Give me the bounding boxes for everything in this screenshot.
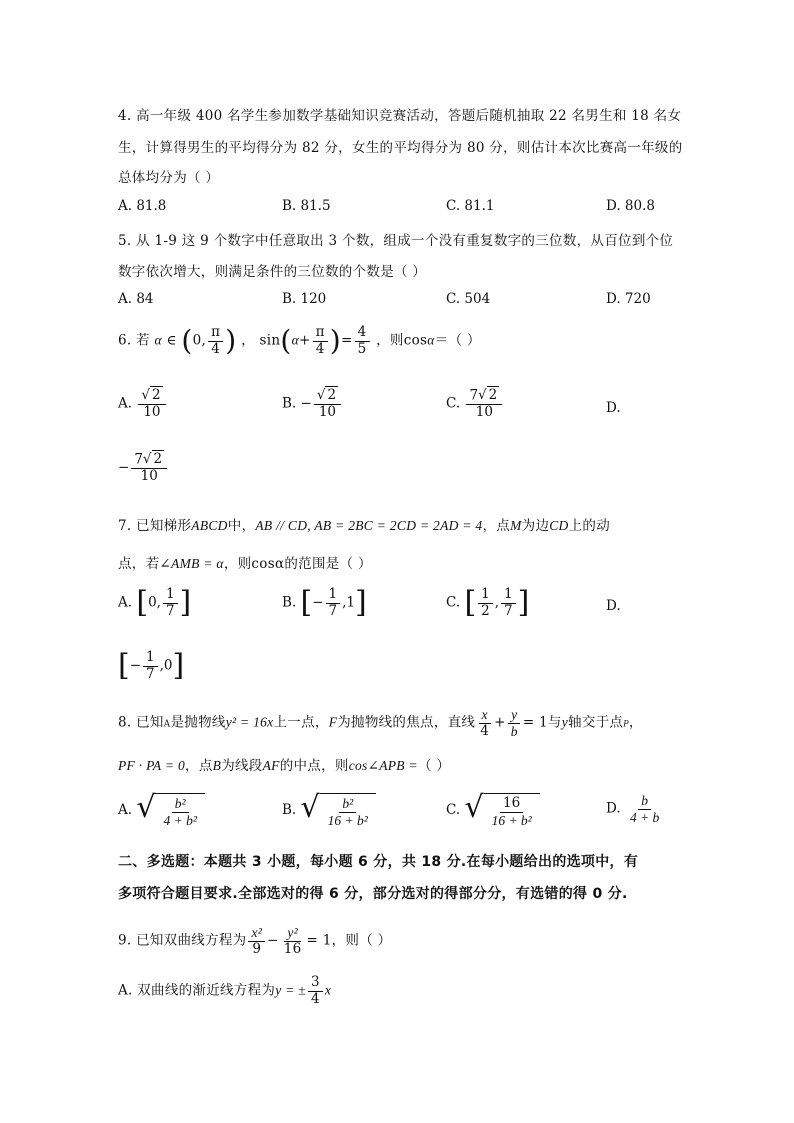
q4-option-d[interactable]: D. 80.8	[606, 198, 655, 214]
q5-line1: 5. 从 1-9 这 9 个数字中任意取出 3 个数，组成一个没有重复数字的三位数，从百位到个位	[118, 233, 674, 249]
q7-line2: 点，若∠AMB = α，则cosα的范围是（ ）	[118, 556, 372, 572]
q8-option-b[interactable]: B. √ $\frac{\text{b²}}{\text{16 + b²}}$	[282, 793, 376, 828]
q6-option-d-label[interactable]: D.	[606, 400, 621, 416]
q8-line2: PF · PA = 0，点B为线段AF的中点，则cos∠APB =（ ）	[118, 758, 451, 774]
q7-line1: 7. 已知梯形ABCD中，AB // CD, AB = 2BC = 2CD = 2AD = 4，点M为边CD上的动	[118, 518, 611, 534]
q9-stem: 9. 已知双曲线方程为 $\frac{\text{x²}}{9}$ − $\frac{\text{y²}}{16}$ = 1，则（ ）	[118, 925, 392, 957]
q6-option-c[interactable]: C. $\frac{7√ 2}{10}$	[446, 388, 504, 420]
section2-heading-line2: 多项符合题目要求.全部选对的得 6 分，部分选对的得部分分，有选错的得 0 分.	[118, 886, 628, 902]
q6-option-b[interactable]: B. − $\frac{√ 2}{10}$	[282, 388, 343, 420]
q7-option-b[interactable]: B. [− $\frac{1}{7}$ ,1]	[282, 585, 367, 621]
q8-line1: 8. 已知A是抛物线y² = 16x上一点，F为抛物线的焦点，直线 $\frac{x}{4}$ + $\frac{y}{b}$ = 1与y轴交于点P，	[118, 707, 643, 739]
q8-option-c[interactable]: C. √ $\frac{16}{\text{16 + b²}}$	[446, 793, 540, 828]
q4-line3: 总体均分为（ ）	[118, 170, 220, 186]
q4-line2: 生，计算得男生的平均得分为 82 分，女生的平均得分为 80 分，则估计本次比赛高一年级的	[118, 140, 683, 156]
section2-heading-line1: 二、多选题：本题共 3 小题，每小题 6 分，共 18 分.在每小题给出的选项中，有	[118, 854, 639, 870]
q7-option-a[interactable]: A. [0, $\frac{1}{7}$ ]	[118, 585, 192, 621]
q7-option-c[interactable]: C. [ $\frac{1}{2}$ , $\frac{1}{7}$ ]	[446, 585, 530, 621]
q7-option-d[interactable]: [− $\frac{1}{7}$ ,0]	[118, 648, 185, 684]
q9-option-a[interactable]: A. 双曲线的渐近线方程为y = ± $\frac{3}{4}$ x	[118, 974, 332, 1007]
q5-option-b[interactable]: B. 120	[282, 291, 327, 307]
q6-option-d[interactable]: − $\frac{7√ 2}{10}$	[118, 452, 169, 484]
q6-option-a[interactable]: A. $\frac{√ 2}{10}$	[118, 388, 168, 420]
q5-option-c[interactable]: C. 504	[446, 291, 491, 307]
q7-option-d-label[interactable]: D.	[606, 598, 621, 614]
q6-stem: 6. 若 α ∈ (0, $\frac{\pi}{4}$ ) ， sin(α+ $\frac{\pi}{4}$ )= $\frac{4}{5}$ ，则cosα＝（ ）	[118, 324, 481, 358]
q8-option-d[interactable]: D. $\frac{b}{4 + b}$	[606, 793, 660, 825]
q8-option-a[interactable]: A. √ $\frac{\text{b²}}{\text{4 + b²}}$	[118, 793, 205, 828]
q5-option-a[interactable]: A. 84	[118, 291, 154, 307]
pi-over-4: $\frac{\pi}{4}$	[208, 325, 223, 357]
q4-option-a[interactable]: A. 81.8	[118, 198, 167, 214]
four-fifths: $\frac{4}{5}$	[355, 325, 370, 357]
q5-option-d[interactable]: D. 720	[606, 291, 651, 307]
q4-line1: 4. 高一年级 400 名学生参加数学基础知识竞赛活动，答题后随机抽取 22 名男生和 18 名女	[118, 108, 682, 124]
q5-line2: 数字依次增大，则满足条件的三位数的个数是（ ）	[118, 264, 427, 280]
q4-option-b[interactable]: B. 81.5	[282, 198, 331, 214]
q4-option-c[interactable]: C. 81.1	[446, 198, 495, 214]
